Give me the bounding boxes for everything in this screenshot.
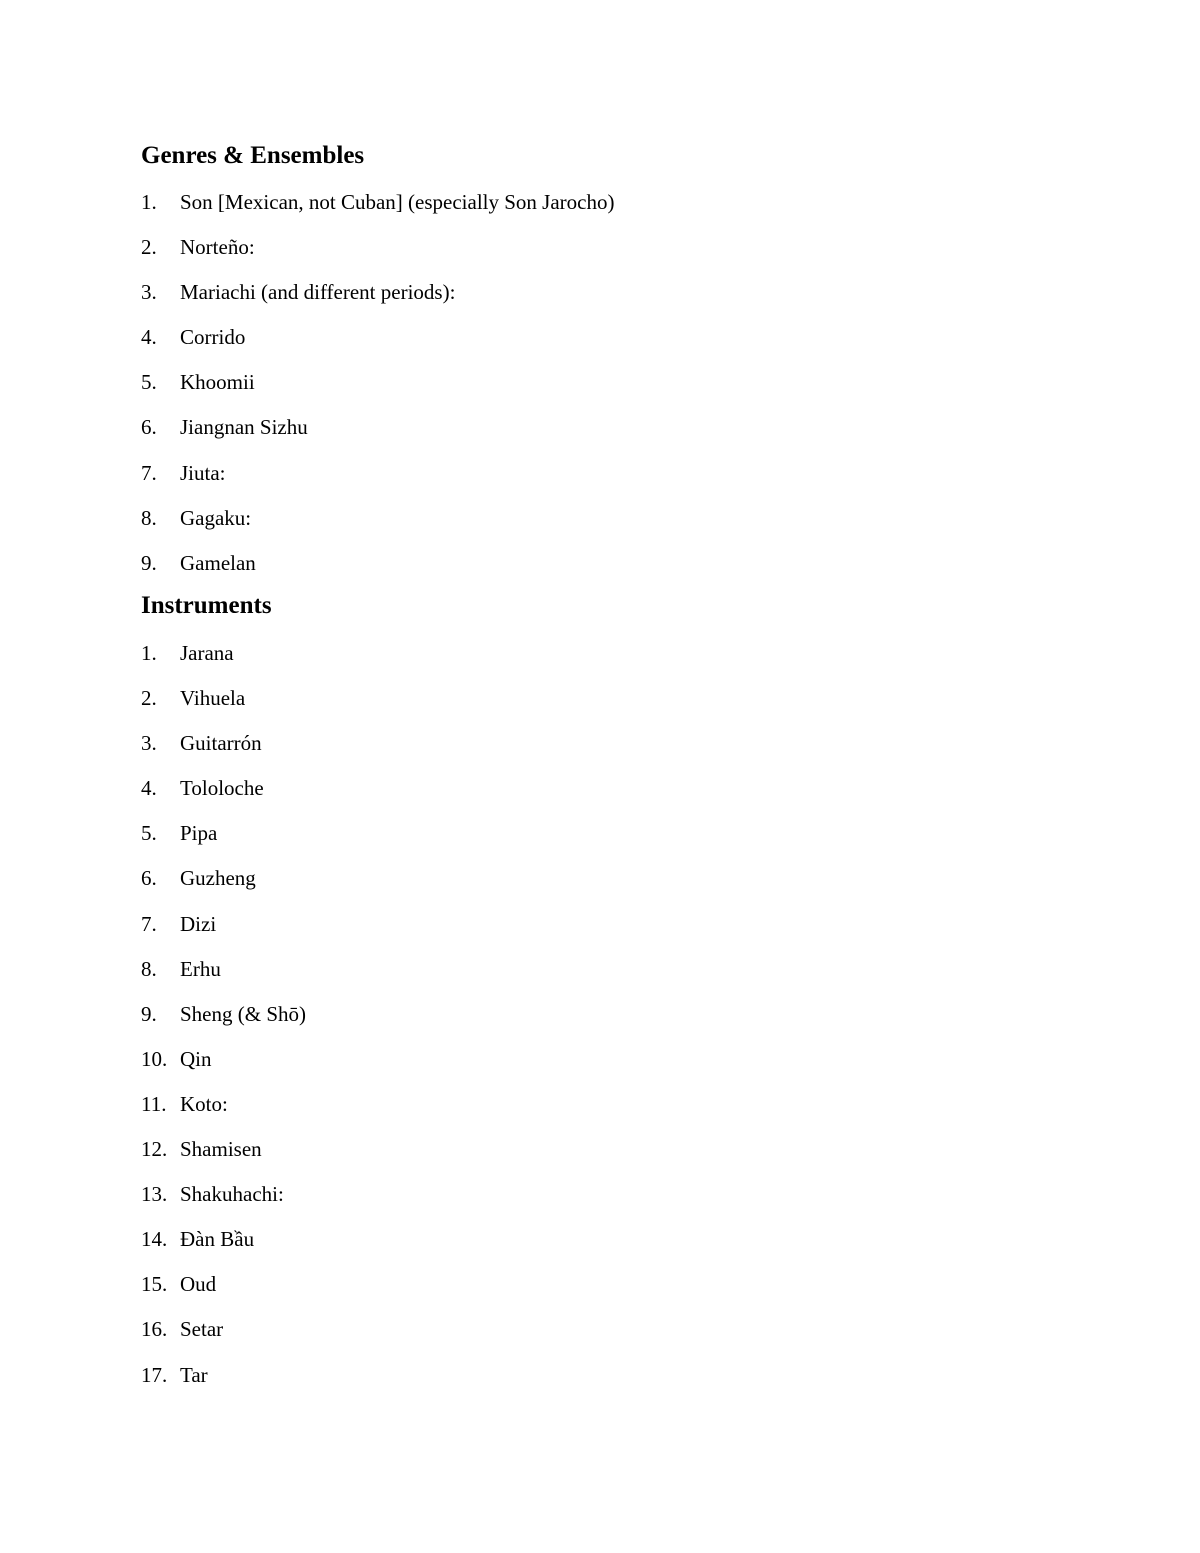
list-item bbox=[141, 496, 614, 541]
list-item bbox=[141, 1217, 306, 1262]
list-item-text: Gagaku: bbox=[180, 505, 252, 530]
list-item bbox=[141, 1307, 306, 1352]
list-item bbox=[141, 1172, 306, 1217]
list-item-number: 1. bbox=[141, 641, 157, 665]
list-item-text: Gamelan bbox=[180, 550, 256, 575]
list-item-number: 9. bbox=[141, 1001, 157, 1026]
list-item-number: 4. bbox=[141, 325, 157, 350]
list-item bbox=[141, 1082, 306, 1127]
list-item bbox=[141, 315, 614, 360]
list-item bbox=[141, 631, 306, 676]
list-item-number: 11. bbox=[141, 1091, 167, 1116]
list-item-number: 3. bbox=[141, 280, 157, 305]
list-item bbox=[141, 1262, 306, 1307]
list-item-number: 12. bbox=[141, 1137, 168, 1162]
list-item-number: 3. bbox=[141, 731, 157, 756]
list-item bbox=[141, 992, 306, 1037]
list-item-number: 7. bbox=[141, 460, 157, 485]
list-item-text: Đàn Bầu bbox=[180, 1227, 255, 1252]
list-item-text: Jiuta: bbox=[180, 460, 226, 485]
list-item-text: Dizi bbox=[180, 911, 217, 936]
list-item-text: Mariachi (and different periods): bbox=[180, 280, 456, 305]
list-item bbox=[141, 451, 614, 496]
genres-heading: Genres & Ensembles bbox=[141, 142, 365, 169]
list-item bbox=[141, 270, 614, 315]
list-item-text: Son [Mexican, not Cuban] (especially Son Jarocho) bbox=[180, 190, 615, 214]
list-item-number: 6. bbox=[141, 415, 157, 440]
list-item-text: Sheng (& Shō) bbox=[180, 1001, 306, 1026]
list-item-text: Qin bbox=[180, 1046, 212, 1071]
list-item bbox=[141, 360, 614, 405]
list-item-number: 8. bbox=[141, 505, 157, 530]
list-item-number: 10. bbox=[141, 1046, 168, 1071]
list-item-text: Guzheng bbox=[180, 866, 256, 891]
list-item-number: 16. bbox=[141, 1317, 168, 1342]
list-item bbox=[141, 721, 306, 766]
list-item-text: Shakuhachi: bbox=[180, 1182, 284, 1207]
list-item-text: Norteño: bbox=[180, 235, 255, 260]
list-item-text: Erhu bbox=[180, 956, 221, 981]
list-item-number: 17. bbox=[141, 1362, 168, 1387]
genres-list bbox=[141, 180, 614, 586]
list-item-number: 15. bbox=[141, 1272, 168, 1297]
list-item-number: 13. bbox=[141, 1182, 168, 1207]
list-item-number: 1. bbox=[141, 190, 157, 214]
list-item bbox=[141, 1127, 306, 1172]
list-item-number: 2. bbox=[141, 235, 157, 260]
list-item-text: Vihuela bbox=[180, 686, 246, 711]
list-item bbox=[141, 676, 306, 721]
instruments-section bbox=[141, 589, 306, 1398]
list-item-number: 9. bbox=[141, 550, 157, 575]
list-item-text: Setar bbox=[180, 1317, 224, 1342]
list-item bbox=[141, 225, 614, 270]
list-item-text: Guitarrón bbox=[180, 731, 262, 756]
list-item bbox=[141, 902, 306, 947]
list-item-number: 5. bbox=[141, 370, 157, 395]
list-item bbox=[141, 405, 614, 450]
list-item bbox=[141, 856, 306, 901]
list-item-number: 5. bbox=[141, 821, 157, 846]
list-item bbox=[141, 811, 306, 856]
list-item-text: Jarana bbox=[180, 641, 234, 665]
list-item-number: 8. bbox=[141, 956, 157, 981]
genres-section bbox=[141, 139, 614, 586]
list-item-text: Oud bbox=[180, 1272, 217, 1297]
instruments-list bbox=[141, 631, 306, 1398]
list-item-number: 4. bbox=[141, 776, 157, 801]
list-item-text: Koto: bbox=[180, 1091, 228, 1116]
list-item bbox=[141, 947, 306, 992]
list-item-text: Pipa bbox=[180, 821, 218, 846]
list-item bbox=[141, 1353, 306, 1398]
list-item-number: 6. bbox=[141, 866, 157, 891]
list-item-text: Jiangnan Sizhu bbox=[180, 415, 308, 440]
list-item bbox=[141, 180, 614, 225]
list-item-text: Khoomii bbox=[180, 370, 255, 395]
list-item bbox=[141, 1037, 306, 1082]
list-item-text: Tololoche bbox=[180, 776, 264, 801]
instruments-heading: Instruments bbox=[141, 592, 272, 619]
list-item-text: Shamisen bbox=[180, 1137, 262, 1162]
list-item-text: Tar bbox=[180, 1362, 208, 1387]
list-item-number: 14. bbox=[141, 1227, 168, 1252]
list-item bbox=[141, 766, 306, 811]
list-item bbox=[141, 541, 614, 586]
list-item-number: 7. bbox=[141, 911, 157, 936]
list-item-number: 2. bbox=[141, 686, 157, 711]
list-item-text: Corrido bbox=[180, 325, 246, 350]
